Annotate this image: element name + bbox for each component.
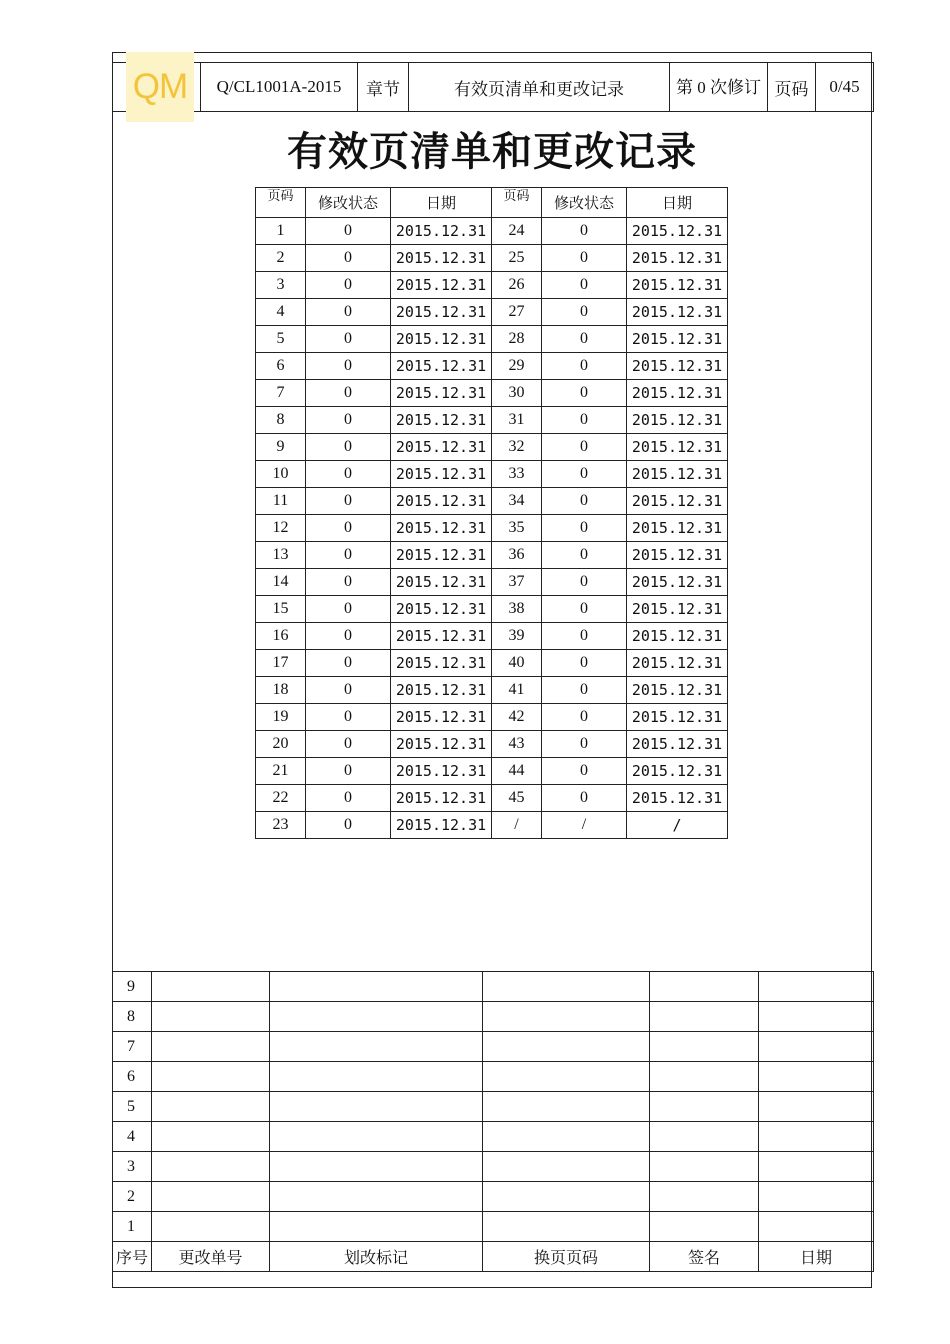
page-number-cell: 17 [256,650,306,677]
table-row [256,569,728,596]
change-record-row [113,1152,874,1182]
table-row [256,245,728,272]
date-cell: 2015.12.31 [627,299,728,326]
date-cell: 2015.12.31 [627,461,728,488]
page-number-cell: 30 [492,380,542,407]
table-row [256,272,728,299]
page-number-cell: 25 [492,245,542,272]
empty-cell [759,1212,874,1242]
status-cell: 0 [542,434,627,461]
empty-cell [270,1002,483,1032]
page-number-cell: 16 [256,623,306,650]
date-cell: 2015.12.31 [627,569,728,596]
date-cell: 2015.12.31 [627,353,728,380]
sequence-number-cell: 6 [113,1062,152,1092]
date-cell: 2015.12.31 [627,515,728,542]
table-row [256,542,728,569]
signature-header: 签名 [650,1242,759,1272]
page-number-cell: 14 [256,569,306,596]
date-cell: 2015.12.31 [391,407,492,434]
empty-cell [650,1032,759,1062]
status-cell: 0 [542,596,627,623]
sequence-number-cell: 8 [113,1002,152,1032]
date-cell: 2015.12.31 [391,677,492,704]
status-cell: 0 [306,380,391,407]
status-cell: 0 [306,731,391,758]
page-number-cell: 5 [256,326,306,353]
empty-cell [483,1062,650,1092]
empty-cell [759,1032,874,1062]
table-row [256,650,728,677]
table-row [256,731,728,758]
empty-cell [152,1152,270,1182]
page-number-cell: 12 [256,515,306,542]
page-number-cell: 36 [492,542,542,569]
status-cell: 0 [306,326,391,353]
status-cell: 0 [542,380,627,407]
date-cell: 2015.12.31 [627,218,728,245]
date-cell: 2015.12.31 [391,218,492,245]
section-label: 章节 [358,63,409,112]
empty-cell [650,1092,759,1122]
status-cell: 0 [306,596,391,623]
empty-cell [152,1122,270,1152]
status-cell: 0 [306,488,391,515]
document-header [112,62,874,112]
empty-cell [483,1212,650,1242]
page-number-cell: 11 [256,488,306,515]
date-cell: 2015.12.31 [627,596,728,623]
page-number-cell: 28 [492,326,542,353]
page-number-cell: 9 [256,434,306,461]
status-cell: 0 [306,812,391,839]
table-row [256,299,728,326]
change-record-row [113,1032,874,1062]
status-cell: 0 [306,704,391,731]
empty-cell [483,1092,650,1122]
page-number-cell: 1 [256,218,306,245]
date-cell: 2015.12.31 [391,353,492,380]
status-cell: 0 [306,353,391,380]
status-col-header: 修改状态 [542,188,627,218]
status-cell: 0 [542,569,627,596]
date-cell: 2015.12.31 [391,731,492,758]
date-cell: 2015.12.31 [627,326,728,353]
empty-cell [759,1182,874,1212]
table-row [256,353,728,380]
status-cell: 0 [306,542,391,569]
page-number-cell: 24 [492,218,542,245]
date-cell: 2015.12.31 [627,704,728,731]
page-number-cell: 2 [256,245,306,272]
change-record-row [113,1122,874,1152]
table-row [256,326,728,353]
empty-cell [152,1212,270,1242]
status-cell: 0 [542,731,627,758]
sequence-number-cell: 9 [113,972,152,1002]
status-cell: 0 [306,407,391,434]
status-cell: 0 [542,704,627,731]
status-cell: 0 [306,785,391,812]
empty-cell [759,972,874,1002]
date-cell: 2015.12.31 [391,785,492,812]
date-cell: 2015.12.31 [391,704,492,731]
page-number-cell: / [492,812,542,839]
status-cell: 0 [542,326,627,353]
page-number-cell: 26 [492,272,542,299]
status-cell: 0 [542,407,627,434]
page-col-header: 页码 [256,188,306,218]
status-cell: 0 [306,272,391,299]
empty-cell [650,1152,759,1182]
page-title: 有效页清单和更改记录 [287,128,697,175]
change-record-header-row [113,1242,874,1272]
status-cell: 0 [542,785,627,812]
empty-cell [759,1092,874,1122]
sequence-number-cell: 1 [113,1212,152,1242]
page-number-cell: 41 [492,677,542,704]
table-row [256,218,728,245]
table-row [256,380,728,407]
empty-cell [650,1122,759,1152]
date-cell: 2015.12.31 [391,758,492,785]
status-cell: 0 [306,650,391,677]
empty-cell [152,1032,270,1062]
change-record-row [113,972,874,1002]
empty-cell [650,1002,759,1032]
empty-cell [483,1032,650,1062]
status-cell: 0 [542,272,627,299]
qm-logo: QM [126,52,194,122]
date-col-header: 日期 [391,188,492,218]
empty-cell [483,1002,650,1032]
page-number-cell: 10 [256,461,306,488]
change-record-row [113,1002,874,1032]
page-number-cell: 43 [492,731,542,758]
page-number-cell: 23 [256,812,306,839]
date-cell: 2015.12.31 [391,623,492,650]
date-header: 日期 [759,1242,874,1272]
status-cell: 0 [306,623,391,650]
change-record-row [113,1062,874,1092]
page-number-cell: 35 [492,515,542,542]
page-number-cell: 13 [256,542,306,569]
date-cell: 2015.12.31 [627,488,728,515]
change-no-header: 更改单号 [152,1242,270,1272]
date-cell: 2015.12.31 [391,542,492,569]
date-cell: 2015.12.31 [391,380,492,407]
change-record-row [113,1212,874,1242]
page-number-cell: 20 [256,731,306,758]
empty-cell [650,1182,759,1212]
date-cell: 2015.12.31 [627,245,728,272]
page-number-cell: 34 [492,488,542,515]
revision: 第 0 次修订 [670,63,768,112]
status-cell: 0 [306,569,391,596]
empty-cell [270,1062,483,1092]
status-cell: 0 [542,218,627,245]
status-cell: 0 [306,758,391,785]
date-cell: 2015.12.31 [391,245,492,272]
page-number-cell: 15 [256,596,306,623]
date-cell: 2015.12.31 [627,785,728,812]
page-number-cell: 3 [256,272,306,299]
sequence-number-cell: 2 [113,1182,152,1212]
empty-cell [270,1212,483,1242]
empty-cell [483,1182,650,1212]
page-number: 0/45 [816,63,874,112]
page-number-cell: 39 [492,623,542,650]
page-number-cell: 27 [492,299,542,326]
status-cell: 0 [306,299,391,326]
replaced-page-header: 换页页码 [483,1242,650,1272]
date-cell: 2015.12.31 [627,623,728,650]
status-cell: 0 [542,758,627,785]
date-cell: 2015.12.31 [391,650,492,677]
page-number-cell: 7 [256,380,306,407]
date-cell: 2015.12.31 [391,461,492,488]
table-header-row [256,188,728,218]
empty-cell [270,1092,483,1122]
empty-cell [483,1152,650,1182]
change-record-row [113,1182,874,1212]
sequence-number-cell: 4 [113,1122,152,1152]
page-number-cell: 29 [492,353,542,380]
status-cell: 0 [542,353,627,380]
empty-cell [270,1182,483,1212]
empty-cell [483,972,650,1002]
status-cell: 0 [542,515,627,542]
date-cell: / [627,812,728,839]
page-number-cell: 44 [492,758,542,785]
page-number-cell: 21 [256,758,306,785]
empty-cell [152,1182,270,1212]
valid-page-table [255,187,728,839]
page-number-cell: 33 [492,461,542,488]
page-number-cell: 38 [492,596,542,623]
date-cell: 2015.12.31 [391,515,492,542]
status-cell: 0 [542,623,627,650]
date-cell: 2015.12.31 [627,272,728,299]
status-cell: 0 [306,515,391,542]
status-cell: 0 [306,245,391,272]
page-number-cell: 31 [492,407,542,434]
status-cell: 0 [306,677,391,704]
date-cell: 2015.12.31 [391,299,492,326]
empty-cell [759,1152,874,1182]
sequence-number-cell: 7 [113,1032,152,1062]
page-number-cell: 45 [492,785,542,812]
date-cell: 2015.12.31 [391,434,492,461]
date-cell: 2015.12.31 [627,650,728,677]
date-col-header: 日期 [627,188,728,218]
table-row [256,785,728,812]
page-number-cell: 8 [256,407,306,434]
date-cell: 2015.12.31 [627,731,728,758]
change-record-row [113,1092,874,1122]
status-cell: 0 [542,461,627,488]
table-row [256,461,728,488]
empty-cell [152,1092,270,1122]
table-row [256,623,728,650]
date-cell: 2015.12.31 [391,326,492,353]
table-row [256,704,728,731]
page-number-cell: 40 [492,650,542,677]
table-row [256,677,728,704]
table-row [256,812,728,839]
empty-cell [152,1002,270,1032]
table-row [256,758,728,785]
status-cell: 0 [542,299,627,326]
empty-cell [759,1122,874,1152]
status-cell: 0 [306,218,391,245]
empty-cell [650,972,759,1002]
sequence-number-cell: 5 [113,1092,152,1122]
date-cell: 2015.12.31 [391,272,492,299]
empty-cell [650,1212,759,1242]
status-cell: 0 [542,677,627,704]
empty-cell [270,1152,483,1182]
date-cell: 2015.12.31 [627,677,728,704]
date-cell: 2015.12.31 [627,758,728,785]
date-cell: 2015.12.31 [391,488,492,515]
date-cell: 2015.12.31 [627,380,728,407]
status-cell: 0 [542,245,627,272]
page-number-cell: 22 [256,785,306,812]
status-cell: 0 [542,488,627,515]
table-row [256,596,728,623]
empty-cell [483,1122,650,1152]
date-cell: 2015.12.31 [627,407,728,434]
doc-code: Q/CL1001A-2015 [201,63,358,112]
date-cell: 2015.12.31 [391,569,492,596]
sequence-number-cell: 3 [113,1152,152,1182]
section-title: 有效页清单和更改记录 [409,63,670,112]
seq-header: 序号 [113,1242,152,1272]
date-cell: 2015.12.31 [391,812,492,839]
date-cell: 2015.12.31 [391,596,492,623]
status-cell: 0 [542,650,627,677]
status-cell: / [542,812,627,839]
empty-cell [650,1062,759,1092]
empty-cell [270,1122,483,1152]
empty-cell [759,1002,874,1032]
table-row [256,407,728,434]
page-number-cell: 42 [492,704,542,731]
empty-cell [152,972,270,1002]
table-row [256,434,728,461]
mark-header: 划改标记 [270,1242,483,1272]
status-cell: 0 [542,542,627,569]
table-row [256,515,728,542]
empty-cell [759,1062,874,1092]
date-cell: 2015.12.31 [627,542,728,569]
status-col-header: 修改状态 [306,188,391,218]
table-row [256,488,728,515]
page-label: 页码 [768,63,816,112]
date-cell: 2015.12.31 [627,434,728,461]
empty-cell [152,1062,270,1092]
page-col-header: 页码 [492,188,542,218]
page-number-cell: 32 [492,434,542,461]
page-number-cell: 4 [256,299,306,326]
empty-cell [270,1032,483,1062]
empty-cell [270,972,483,1002]
page-number-cell: 6 [256,353,306,380]
page-number-cell: 18 [256,677,306,704]
status-cell: 0 [306,434,391,461]
page-number-cell: 37 [492,569,542,596]
logo-cell [113,63,201,112]
status-cell: 0 [306,461,391,488]
change-record-table [112,971,874,1272]
page-number-cell: 19 [256,704,306,731]
